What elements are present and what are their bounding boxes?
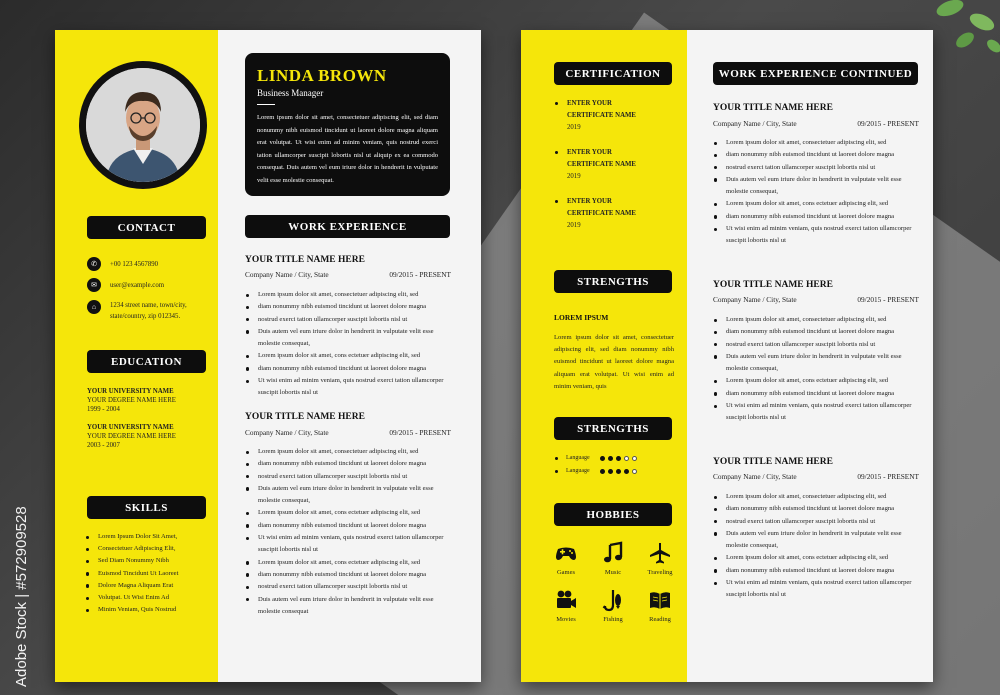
bullet-item: Duis autem vel eum iriure dolor in hendrerit in vulputate velit esse xyxy=(713,174,912,186)
bullet-item: diam nonummy nibh euismod tincidunt ut laoreet dolore magna xyxy=(713,211,912,223)
bullet-continuation: molestie consequat, xyxy=(726,188,779,196)
bullet-item: diam nonummy nibh euismod tincidunt ut laoreet dolore magna xyxy=(713,388,912,400)
bullet-dot xyxy=(555,470,558,473)
job-dates: 09/2015 - PRESENT xyxy=(389,428,451,437)
bullet-continuation: suscipit lobortis nisl ut xyxy=(258,389,318,397)
hobby-games xyxy=(546,541,586,576)
work-experience-heading: WORK EXPERIENCE xyxy=(245,215,450,238)
envelope-icon: ✉ xyxy=(87,278,101,292)
job-company: Company Name / City, State xyxy=(245,428,329,437)
certificate-year: 2019 xyxy=(567,222,581,230)
job-bullets xyxy=(245,289,444,400)
skill-item: Dolore Magna Aliquam Erat xyxy=(85,580,178,592)
bullet-item: nostrud exerci tation ullamcorper suscipit lobortis nisl ut xyxy=(245,471,444,483)
contact-phone-row xyxy=(87,257,158,271)
level-dot-empty xyxy=(632,456,637,461)
job-company: Company Name / City, State xyxy=(713,119,797,128)
bullet-item: diam nonummy nibh euismod tincidunt ut laoreet dolore magna xyxy=(245,569,444,581)
language-label: Language xyxy=(566,468,590,474)
fishing-icon xyxy=(601,588,625,612)
contact-email-row xyxy=(87,278,164,292)
address-line-1: 1234 street name, town/city, xyxy=(110,302,187,309)
skill-item: Volutpat. Ut Wisi Enim Ad xyxy=(85,592,178,604)
job-bullets xyxy=(713,137,912,248)
book-icon xyxy=(648,588,672,612)
hobby-label: Reading xyxy=(649,616,671,623)
job-meta xyxy=(245,428,451,437)
bullet-item: Duis autem vel eum iriure dolor in hendrerit in vulputate velit esse xyxy=(245,483,444,495)
certificate-name xyxy=(567,196,636,220)
level-dot-filled xyxy=(616,456,621,461)
skill-item: Minim Veniam, Quis Nostrud xyxy=(85,604,178,616)
bullet-item: Lorem ipsum dolor sit amet, cons ectetuer adipiscing elit, sed xyxy=(245,507,444,519)
job-title: YOUR TITLE NAME HERE xyxy=(713,280,833,290)
degree-name: YOUR DEGREE NAME HERE xyxy=(87,433,176,440)
contact-heading: CONTACT xyxy=(87,216,206,239)
hobby-fishing xyxy=(593,588,633,623)
job-company: Company Name / City, State xyxy=(713,472,797,481)
certificate-year: 2019 xyxy=(567,124,581,132)
bullet-item: Lorem ipsum dolor sit amet, consectetuer adipiscing elit, sed xyxy=(713,137,912,149)
language-label: Language xyxy=(566,455,590,461)
address-line-2: state/country, zip 012345. xyxy=(110,313,181,320)
bullet-continuation: suscipit lobortis nisl ut xyxy=(726,591,786,599)
bullet-item: Duis autem vel eum iriure dolor in hendrerit in vulputate velit esse xyxy=(713,351,912,363)
language-level-0 xyxy=(600,456,640,461)
bullet-item: Lorem ipsum dolor sit amet, cons ectetuer adipiscing elit, sed xyxy=(713,375,912,387)
bullet-continuation: molestie consequat, xyxy=(258,340,311,348)
certification-item xyxy=(567,98,636,135)
certificate-line-2: CERTIFICATE NAME xyxy=(567,161,636,169)
bullet-item: Ut wisi enim ad minim veniam, quis nostrud exerci tation ullamcorper xyxy=(713,400,912,412)
education-item xyxy=(87,423,176,450)
job-title: YOUR TITLE NAME HERE xyxy=(713,457,833,467)
bullet-item: Lorem ipsum dolor sit amet, consectetuer adipiscing elit, sed xyxy=(245,446,444,458)
bullet-item: diam nonummy nibh euismod tincidunt ut laoreet dolore magna xyxy=(245,458,444,470)
languages-heading: STRENGTHS xyxy=(554,417,672,440)
level-dot-filled xyxy=(608,469,613,474)
job-bullets xyxy=(713,314,912,425)
job-dates: 09/2015 - PRESENT xyxy=(857,295,919,304)
bullet-item: nostrud exerci tation ullamcorper suscipit lobortis nisl ut xyxy=(713,162,912,174)
hobby-traveling xyxy=(640,541,680,576)
certification-heading: CERTIFICATION xyxy=(554,62,672,85)
certificate-line-1: ENTER YOUR xyxy=(567,198,612,205)
bullet-item: Duis autem vel eum iriure dolor in hendrerit in vulputate velit esse xyxy=(713,528,912,540)
home-icon: ⌂ xyxy=(87,300,101,314)
bullet-item: diam nonummy nibh euismod tincidunt ut laoreet dolore magna xyxy=(713,326,912,338)
movie-camera-icon xyxy=(554,588,578,612)
bullet-continuation: molestie consequat, xyxy=(726,542,779,550)
language-row xyxy=(555,455,640,461)
contact-address-row xyxy=(87,300,187,322)
contact-email: user@example.com xyxy=(110,282,165,289)
certificate-line-1: ENTER YOUR xyxy=(567,100,612,107)
job-dates: 09/2015 - PRESENT xyxy=(389,270,451,279)
certificate-line-2: CERTIFICATE NAME xyxy=(567,210,636,218)
candidate-role: Business Manager xyxy=(257,88,324,98)
bullet-item: Lorem ipsum dolor sit amet, cons ectetuer adipiscing elit, sed xyxy=(713,552,912,564)
job-bullets xyxy=(713,491,912,602)
job-title: YOUR TITLE NAME HERE xyxy=(245,412,365,422)
candidate-name: LINDA BROWN xyxy=(257,66,387,85)
bullet-item: nostrud exerci tation ullamcorper suscipit lobortis nisl ut xyxy=(245,314,444,326)
bullet-item: Ut wisi enim ad minim veniam, quis nostrud exerci tation ullamcorper xyxy=(713,223,912,235)
bullet-dot xyxy=(555,457,558,460)
bullet-item: Lorem ipsum dolor sit amet, consectetuer adipiscing elit, sed xyxy=(713,314,912,326)
profile-photo xyxy=(86,68,200,182)
work-experience-continued-heading: WORK EXPERIENCE CONTINUED xyxy=(713,62,918,85)
bullet-item: Ut wisi enim ad minim veniam, quis nostrud exerci tation ullamcorper xyxy=(245,532,444,544)
level-dot-filled xyxy=(608,456,613,461)
bullet-item: diam nonummy nibh euismod tincidunt ut laoreet dolore magna xyxy=(713,503,912,515)
skills-list xyxy=(85,531,178,616)
skills-heading: SKILLS xyxy=(87,496,206,519)
bullet-item: Lorem ipsum dolor sit amet, cons ectetuer adipiscing elit, sed xyxy=(245,350,444,362)
profile-summary: Lorem ipsum dolor sit amet, consectetuer adipiscing elit, sed diam nonummy nibh euismod tincidunt ut laoreet dolore magna aliquam erat volutpat. Ut wisi enim ad minim veniam, quis nostrud exerci tation ullamcorper suscipit lobortis nisl ut aliquip ex ea commodo consequat. Duis autem vel eum iriure dolor in hendrerit in vulputate velit esse molestie consequat. xyxy=(257,114,438,184)
certification-item xyxy=(567,196,636,233)
bullet-item: diam nonummy nibh euismod tincidunt ut laoreet dolore magna xyxy=(713,565,912,577)
job-company: Company Name / City, State xyxy=(245,270,329,279)
skill-item: Euismod Tincidunt Ut Laoreet xyxy=(85,568,178,580)
education-years: 1999 - 2004 xyxy=(87,406,120,413)
job-meta xyxy=(245,270,451,279)
bullet-item: diam nonummy nibh euismod tincidunt ut laoreet dolore magna xyxy=(245,363,444,375)
resume-page-2 xyxy=(521,30,933,682)
bullet-item: Duis autem vel eum iriure dolor in hendrerit in vulputate velit esse xyxy=(245,594,444,606)
bullet-item: nostrud exerci tation ullamcorper suscipit lobortis nisl ut xyxy=(713,516,912,528)
education-heading: EDUCATION xyxy=(87,350,206,373)
job-meta xyxy=(713,295,919,304)
bullet-continuation: molestie consequat xyxy=(258,607,309,615)
stock-watermark xyxy=(3,455,33,695)
job-dates: 09/2015 - PRESENT xyxy=(857,472,919,481)
job-title: YOUR TITLE NAME HERE xyxy=(713,103,833,113)
music-note-icon xyxy=(601,541,625,565)
hobby-music xyxy=(593,541,633,576)
strengths-subheading: LOREM IPSUM xyxy=(554,313,609,322)
degree-name: YOUR DEGREE NAME HERE xyxy=(87,397,176,404)
hobby-label: Traveling xyxy=(647,569,673,576)
airplane-icon xyxy=(648,541,672,565)
level-dot-empty xyxy=(624,456,629,461)
resume-page-1 xyxy=(55,30,481,682)
strengths-text: Lorem ipsum dolor sit amet, consectetuer adipiscing elit, sed diam nonummy nibh euismod tincidunt ut laoreet dolore magna aliquam erat volutpat. Ut wisi enim ad minim veniam, quis xyxy=(554,334,674,390)
education-item xyxy=(87,387,176,414)
profile-photo-frame xyxy=(79,61,207,189)
bullet-item: Lorem ipsum dolor sit amet, cons ectetuer adipiscing elit, sed xyxy=(245,557,444,569)
bullet-continuation: suscipit lobortis nisl ut xyxy=(726,414,786,422)
bullet-item: diam nonummy nibh euismod tincidunt ut laoreet dolore magna xyxy=(245,520,444,532)
strengths-heading: STRENGTHS xyxy=(554,270,672,293)
hobbies-heading: HOBBIES xyxy=(554,503,672,526)
bullet-continuation: suscipit lobortis nisl ut xyxy=(726,237,786,245)
language-row xyxy=(555,468,640,474)
certification-item xyxy=(567,147,636,184)
hobby-label: Music xyxy=(604,569,622,576)
university-name: YOUR UNIVERSITY NAME xyxy=(87,388,174,395)
level-dot-filled xyxy=(600,456,605,461)
bullet-continuation: molestie consequat, xyxy=(258,497,311,505)
job-meta xyxy=(713,472,919,481)
phone-icon: ✆ xyxy=(87,257,101,271)
level-dot-empty xyxy=(632,469,637,474)
hobby-movies xyxy=(546,588,586,623)
contact-address xyxy=(110,300,187,322)
certificate-name xyxy=(567,98,636,122)
bullet-item: nostrud exerci tation ullamcorper suscipit lobortis nisl ut xyxy=(713,339,912,351)
hobby-reading xyxy=(640,588,680,623)
bullet-item: Duis autem vel eum iriure dolor in hendrerit in vulputate velit esse xyxy=(245,326,444,338)
certificate-line-2: CERTIFICATE NAME xyxy=(567,112,636,120)
education-years: 2003 - 2007 xyxy=(87,442,120,449)
certificate-year: 2019 xyxy=(567,173,581,181)
language-level-1 xyxy=(600,469,640,474)
bullet-item: Lorem ipsum dolor sit amet, consectetuer adipiscing elit, sed xyxy=(713,491,912,503)
bullet-item: Ut wisi enim ad minim veniam, quis nostrud exerci tation ullamcorper xyxy=(245,375,444,387)
university-name: YOUR UNIVERSITY NAME xyxy=(87,424,174,431)
job-meta xyxy=(713,119,919,128)
job-company: Company Name / City, State xyxy=(713,295,797,304)
skill-item: Lorem Ipsum Dolor Sit Amet, xyxy=(85,531,178,543)
skill-item: Consectetuer Adipiscing Elit, xyxy=(85,543,178,555)
bullet-item: Lorem ipsum dolor sit amet, consectetuer adipiscing elit, sed xyxy=(245,289,444,301)
job-bullets xyxy=(245,446,444,618)
name-header-box xyxy=(245,53,450,196)
contact-phone: +00 123 4567890 xyxy=(110,261,159,268)
bullet-continuation: molestie consequat, xyxy=(726,365,779,373)
divider xyxy=(257,104,275,105)
certificate-name xyxy=(567,147,636,171)
bullet-item: nostrud exerci tation ullamcorper suscipit lobortis nisl ut xyxy=(245,581,444,593)
bullet-item: diam nonummy nibh euismod tincidunt ut laoreet dolore magna xyxy=(713,149,912,161)
level-dot-filled xyxy=(616,469,621,474)
certificate-line-1: ENTER YOUR xyxy=(567,149,612,156)
bullet-item: Lorem ipsum dolor sit amet, cons ectetuer adipiscing elit, sed xyxy=(713,198,912,210)
level-dot-filled xyxy=(624,469,629,474)
job-dates: 09/2015 - PRESENT xyxy=(857,119,919,128)
bullet-item: diam nonummy nibh euismod tincidunt ut laoreet dolore magna xyxy=(245,301,444,313)
hobby-label: Games xyxy=(556,569,576,576)
job-title: YOUR TITLE NAME HERE xyxy=(245,255,365,265)
watermark-text: Adobe Stock | #572909528 xyxy=(13,506,30,687)
bullet-continuation: suscipit lobortis nisl ut xyxy=(258,546,318,554)
level-dot-filled xyxy=(600,469,605,474)
hobby-label: Movies xyxy=(556,616,576,623)
hobby-label: Fishing xyxy=(603,616,623,623)
skill-item: Sed Diam Nonummy Nibh xyxy=(85,555,178,567)
gamepad-icon xyxy=(554,541,578,565)
bullet-item: Ut wisi enim ad minim veniam, quis nostrud exerci tation ullamcorper xyxy=(713,577,912,589)
